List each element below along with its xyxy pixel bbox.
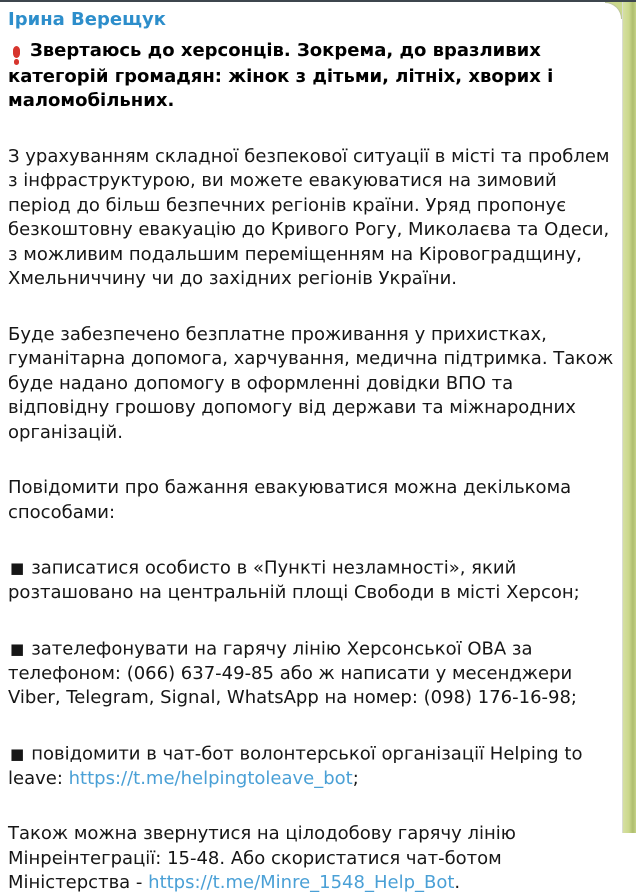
exclamation-bar-shape <box>13 46 20 58</box>
bullet-chatbot-text-before: повідомити в чат-бот волонтерської організації Helping to leave: <box>8 743 583 789</box>
exclamation-dot-shape <box>14 59 20 64</box>
paragraph-ministry-text-before: Також можна звернутися на цілодобову гарячу лінію Мінреінтеграції: 15-48. Або скористатися чат-ботом Міністерства - <box>8 823 516 894</box>
top-border-line <box>0 0 636 2</box>
chat-background-strip <box>622 2 636 833</box>
red-exclamation-icon <box>10 46 23 65</box>
bullet-hotline-text: зателефонувати на гарячу лінію Херсонської ОВА за телефоном: (066) 637-49-85 або ж написати у месенджери Viber, Telegram, Signal, WhatsApp на номер: (098) 176-16-98; <box>8 638 577 709</box>
paragraph-ministry-text-after: . <box>454 872 461 894</box>
lead-text: Звертаюсь до херсонців. Зокрема, до вразливих категорій громадян: жінок з дітьми, літніх, хворих і маломобільних. <box>8 39 554 112</box>
paragraph-support: Буде забезпечено безплатне проживання у прихистках, гуманітарна допомога, харчування, медична підтримка. Також буде надано допомогу в оформленні довідки ВПО та відповідну грошову допомогу від держави та міжнародних організацій. <box>8 323 614 443</box>
bullet-item-hotline <box>8 637 614 711</box>
bubble-rounded-corner <box>605 2 622 19</box>
message-lead-paragraph <box>8 39 614 114</box>
bullet-sign-up-text: записатися особисто в «Пункті незламності», який розташовано на центральній площі Свободи в місті Херсон; <box>8 557 580 604</box>
message-bubble-corner <box>605 2 622 19</box>
sender-name[interactable]: Ірина Верещук <box>8 9 166 30</box>
black-square-bullet-icon: ■ <box>10 559 25 578</box>
bullet-item-chatbot <box>8 742 614 792</box>
bullet-item-sign-up <box>8 556 614 606</box>
black-square-bullet-icon: ■ <box>10 744 25 763</box>
link-helpingtoleave-bot[interactable]: https://t.me/helpingtoleave_bot <box>68 767 353 789</box>
paragraph-ministry <box>8 822 614 896</box>
black-square-bullet-icon: ■ <box>10 639 25 658</box>
paragraph-methods-intro: Повідомити про бажання евакуюватися можна декількома способами: <box>8 477 572 523</box>
paragraph-situation: З урахуванням складної безпекової ситуації в місті та проблем з інфраструктурою, ви можете евакуюватися на зимовий період до більш безпечних регіонів країни. Уряд пропонує безкоштовну евакуацію до Кривого Рогу, Миколаєва та Одеси, з можливим подальшим переміщенням на Кіровоградщину, Хмельниччину чи до західних регіонів України. <box>8 145 610 290</box>
bullet-chatbot-text-after: ; <box>352 767 359 789</box>
link-minre-1548-help-bot[interactable]: https://t.me/Minre_1548_Help_Bot <box>148 872 455 894</box>
message-bubble <box>0 2 622 894</box>
